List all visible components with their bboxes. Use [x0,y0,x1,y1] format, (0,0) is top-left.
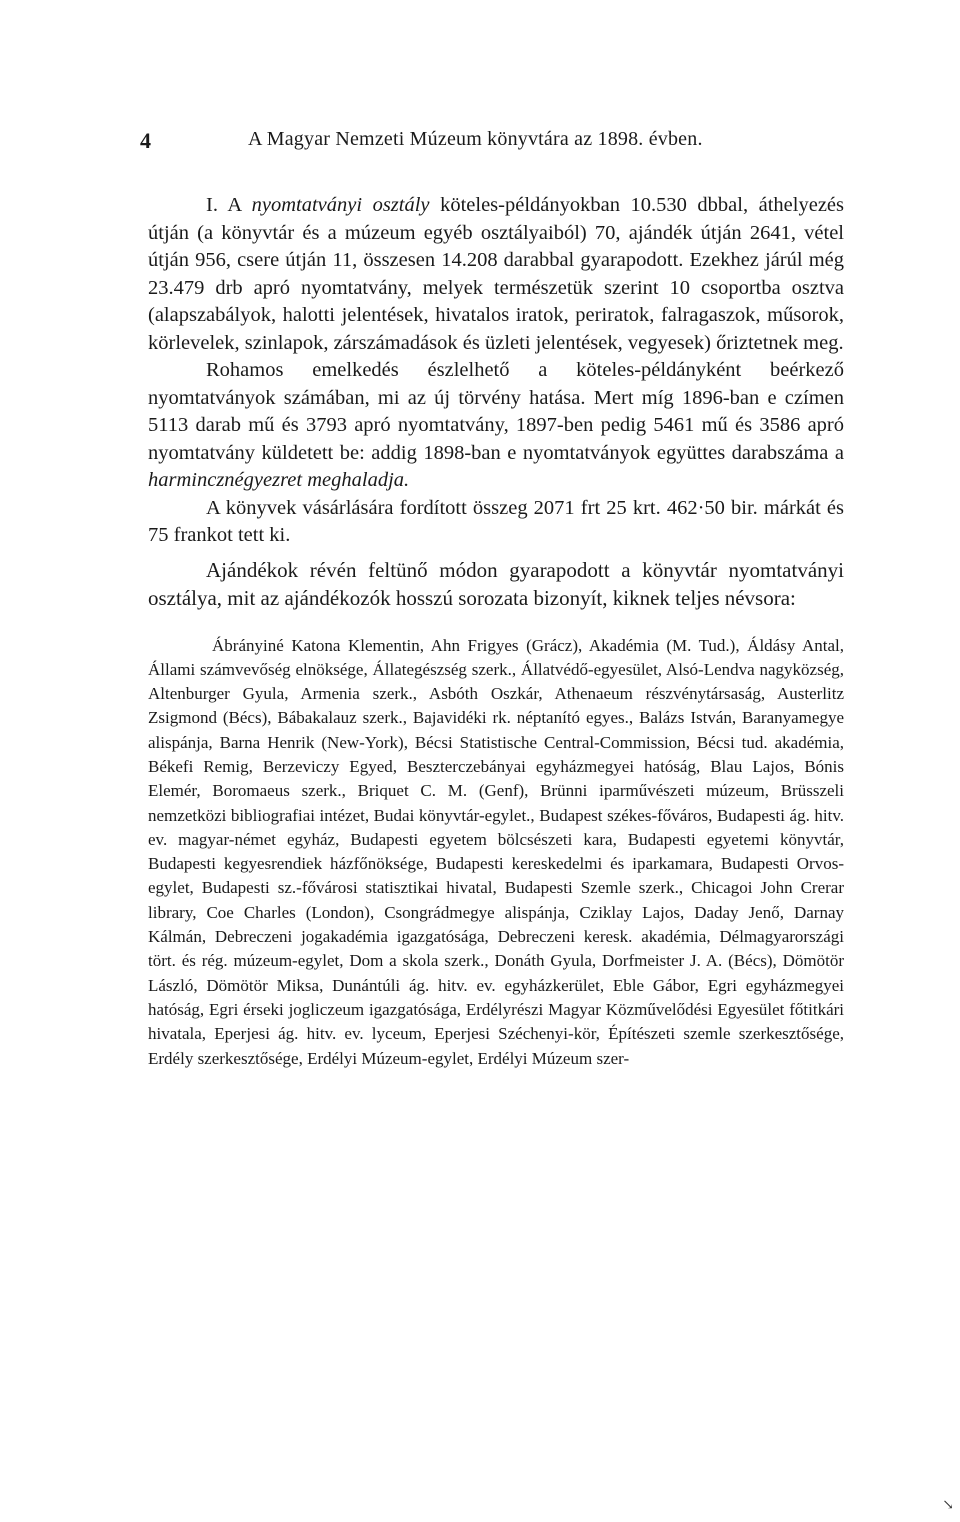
paragraph-purchases: A könyvek vásárlására fordított összeg 2071 frt 25 krt. 462·50 bir. márkát és 75 frankot tett ki. [148,496,844,546]
italic-phrase: harmincznégyezret meghaladja. [148,469,410,491]
paragraph-text: köteles-példányokban 10.530 dbbal, áthelyezés útján (a könyvtár és a múzeum egyéb osztályaiból) 70, ajándék útján 2641, vétel útján 956, csere útján 11, összesen 14.208 darabbal gyarapodott. Ezekhez járúl még 23.479 drb apró nyomtatvány, melyek természetük szerint 10 csoportba osztva (alapszabályok, halotti jelentések, hivatalos iratok, periratok, falragaszok, műsorok, körlevelek, szinlapok, zárszámadások és üzleti jelentések, vegyesek) őriztetnek meg. [148,194,845,354]
page-number: 4 [140,128,151,153]
paragraph-text: I. A [206,194,252,216]
paragraph-increase [148,357,844,495]
page-header [140,128,844,164]
paragraph-printed-section [148,192,844,357]
document-page [140,128,845,1071]
paragraph-gifts: Ajándékok révén feltünő módon gyarapodott a könyvtár nyomtatványi osztálya, mit az ajándékozók hosszú sorozata bizonyít, kiknek teljes névsora: [148,557,844,610]
donor-list: Ábrányiné Katona Klementin, Ahn Frigyes (Grácz), Akadémia (M. Tud.), Áldásy Antal, Állami számvevőség elnöksége, Állategészség szerk., Állatvédő-egyesület, Alsó-Lendva nagyközség, Altenburger Gyula, Armenia szerk., Asbóth Oszkár, Athenaeum részvénytársaság, Austerlitz Zsigmond (Bécs), Bábakalauz szerk., Bajavidéki rk. néptanító egyes., Balázs István, Baranyamegye alispánja, Barna Henrik (New-York), Bécsi Statistische Central-Commission, Bécsi tud. akadémia, Békefi Remig, Berzeviczy Egyed, Beszterczebányai egyházmegyei hatóság, Blau Lajos, Bónis Elemér, Boromaeus szerk., Briquet C. M. (Genf), Brünni iparművészeti múzeum, Brüsszeli nemzetközi bibliografiai intézet, Budai könyvtár-egylet., Budapest székes-főváros, Budapesti ág. hitv. ev. magyar-német egyház, Budapesti egyetem bölcsészeti kara, Budapesti egyetemi könyvtár, Budapesti kegyesrendiek házfőnöksége, Budapesti kereskedelmi és iparkamara, Budapesti Orvos-egylet, Budapesti sz.-fővárosi statisztikai hivatal, Budapesti Szemle szerk., Chicagoi John Crerar library, Coe Charles (London), Csongrádmegye alispánja, Cziklay Lajos, Daday Jenő, Darnay Kálmán, Debreczeni jogakadémia igazgatósága, Debreczeni keresk. akadémia, Délmagyarországi tört. és rég. múzeum-egylet, Dom a skola szerk., Donáth Gyula, Dorfmeister J. A. (Bécs), Dömötör László, Dömötör Miksa, Dunántúli ág. hitv. ev. egyházkerület, Eble Gábor, Egri egyházmegyei hatóság, Egri érseki jogliczeum igazgatósága, Erdélyrészi Magyar Közművelődési Egyesület főtitkári hivatala, Eperjesi ág. hitv. ev. lyceum, Eperjesi Széchenyi-kör, Építészeti szemle szerkesztősége, Erdély szerkesztősége, Erdélyi Múzeum-egylet, Erdélyi Múzeum szer- [148,635,844,1068]
running-title: A Magyar Nemzeti Múzeum könyvtára az 1898. évben. [248,128,703,150]
corner-mark: ↘ [942,1498,954,1513]
italic-phrase: nyomtatványi osztály [251,194,430,216]
paragraph-text: Rohamos emelkedés észlelhető a köteles-példányként beérkező nyomtatványok számában, mi az új törvény hatása. Mert míg 1896-ban e czímen 5113 darab mű és 3793 apró nyomtatvány, 1897-ben pedig 5461 mű és 3586 apró nyomtatvány küldetett be: addig 1898-ban e nyomtatványok együttes darabszáma a [148,359,844,464]
